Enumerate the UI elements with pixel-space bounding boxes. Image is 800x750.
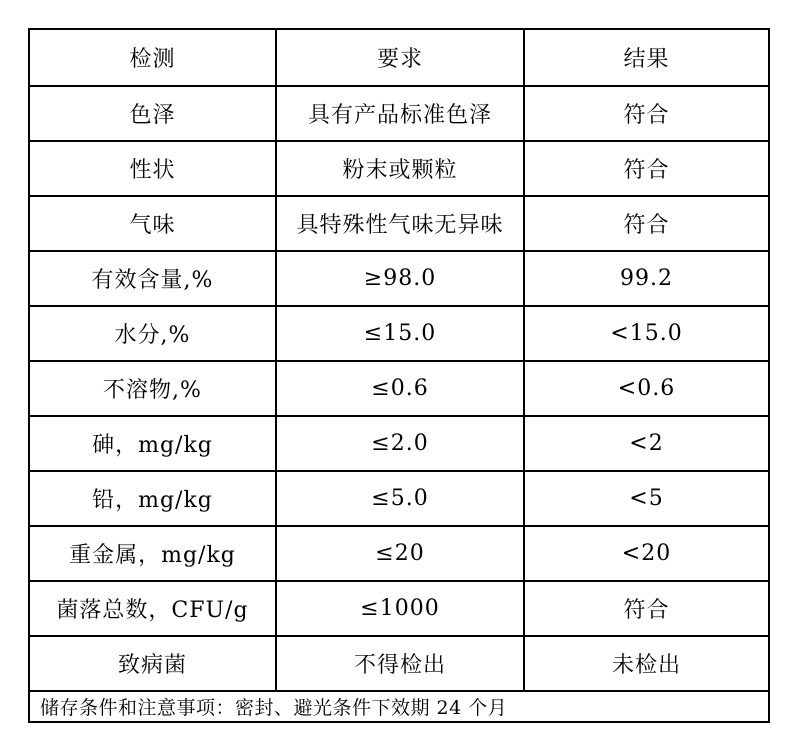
table-footer (29, 691, 769, 722)
cell-requirement: ≥98.0 (276, 251, 524, 306)
cell-test-item: 气味 (29, 196, 276, 251)
footer-row (29, 691, 769, 722)
cell-requirement: ≤5.0 (276, 471, 524, 526)
header-cell-result: 结果 (524, 29, 769, 86)
cell-test-item: 水分,% (29, 306, 276, 361)
table-body (29, 86, 769, 691)
cell-test-item: 性状 (29, 141, 276, 196)
header-cell-requirement: 要求 (276, 29, 524, 86)
table-row (29, 526, 769, 581)
cell-requirement: 粉末或颗粒 (276, 141, 524, 196)
cell-requirement: ≤1000 (276, 581, 524, 636)
table-row (29, 141, 769, 196)
cell-result: <20 (524, 526, 769, 581)
cell-result: 符合 (524, 196, 769, 251)
cell-requirement: ≤0.6 (276, 361, 524, 416)
table-row (29, 471, 769, 526)
cell-test-item: 菌落总数，CFU/g (29, 581, 276, 636)
cell-requirement: 具有产品标准色泽 (276, 86, 524, 141)
cell-test-item: 铅，mg/kg (29, 471, 276, 526)
inspection-spec-table (28, 28, 770, 723)
cell-test-item: 色泽 (29, 86, 276, 141)
header-row (29, 29, 769, 86)
cell-result: 符合 (524, 86, 769, 141)
cell-result: 99.2 (524, 251, 769, 306)
cell-result: 未检出 (524, 636, 769, 691)
table-row (29, 86, 769, 141)
table-row (29, 361, 769, 416)
cell-test-item: 有效含量,% (29, 251, 276, 306)
cell-test-item: 重金属，mg/kg (29, 526, 276, 581)
cell-result: <5 (524, 471, 769, 526)
table-row (29, 306, 769, 361)
cell-requirement: 具特殊性气味无异味 (276, 196, 524, 251)
storage-conditions-note: 储存条件和注意事项：密封、避光条件下效期 24 个月 (29, 691, 769, 722)
cell-result: <2 (524, 416, 769, 471)
cell-requirement: 不得检出 (276, 636, 524, 691)
cell-result: 符合 (524, 141, 769, 196)
cell-test-item: 致病菌 (29, 636, 276, 691)
table-row (29, 196, 769, 251)
header-cell-test-item: 检测 (29, 29, 276, 86)
cell-result: 符合 (524, 581, 769, 636)
cell-result: <0.6 (524, 361, 769, 416)
cell-requirement: ≤20 (276, 526, 524, 581)
table-row (29, 636, 769, 691)
cell-test-item: 不溶物,% (29, 361, 276, 416)
table-row (29, 416, 769, 471)
table-row (29, 581, 769, 636)
cell-requirement: ≤2.0 (276, 416, 524, 471)
cell-requirement: ≤15.0 (276, 306, 524, 361)
cell-test-item: 砷，mg/kg (29, 416, 276, 471)
table-row (29, 251, 769, 306)
cell-result: <15.0 (524, 306, 769, 361)
table-header (29, 29, 769, 86)
